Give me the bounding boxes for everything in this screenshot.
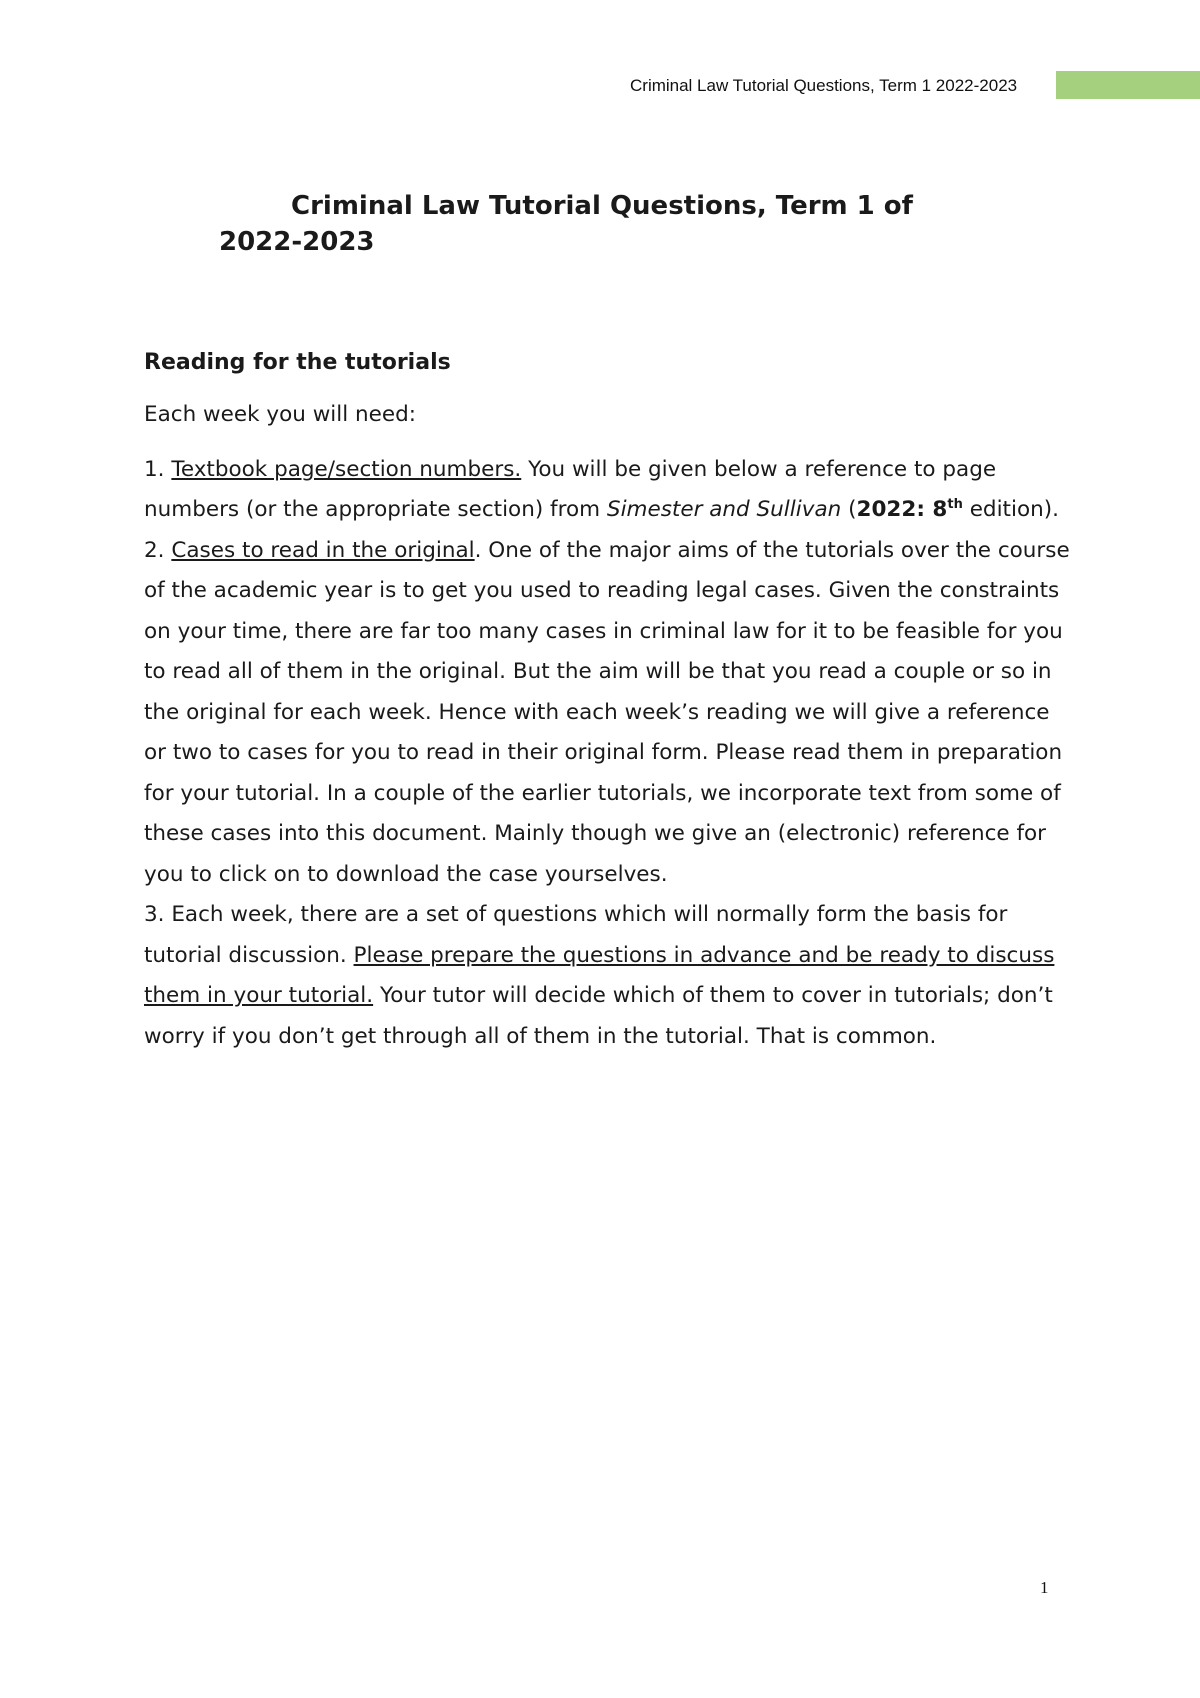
- item-text: You will be given below a reference to page numbers (or the appropriate section) from: [144, 456, 997, 522]
- body-content: [144, 345, 1074, 1057]
- book-title: Simester and Sullivan: [606, 497, 842, 522]
- document-title: [219, 188, 1019, 260]
- edition-year: 2022: 8: [856, 497, 948, 522]
- list-item-textbook: [144, 450, 1074, 531]
- section-heading: Reading for the tutorials: [144, 350, 451, 375]
- document-title-line-1: Criminal Law Tutorial Questions, Term 1 of: [291, 191, 913, 221]
- underlined-instruction: Please prepare the questions in advance and be ready to discuss them in your tutorial.: [144, 942, 1055, 1008]
- item-number: 2.: [144, 537, 172, 563]
- item-text: edition).: [962, 497, 1059, 522]
- item-label-textbook: Textbook page/section numbers.: [171, 456, 522, 482]
- item-text: (: [841, 497, 857, 522]
- list-item-cases: [144, 531, 1074, 896]
- running-header: Criminal Law Tutorial Questions, Term 1 2022-2023: [630, 76, 1018, 95]
- item-label-cases: Cases to read in the original: [171, 537, 475, 563]
- document-title-line-2: 2022-2023: [219, 227, 375, 257]
- item-number: 1.: [144, 456, 172, 482]
- list-item-questions: [144, 895, 1074, 1057]
- item-text: . One of the major aims of the tutorials over the course of the academic year is to get you used to reading legal cases. Given the constraints on your time, there are far too many cases in criminal law for it to be feasible for you to read all of them in the original. But the aim will be that you read a couple or so in the original for each week. Hence with each week’s reading we will give a reference or two to cases for you to read in their original form. Please read them in preparation for your tutorial. In a couple of the earlier tutorials, we incorporate text from some of these cases into this document. Mainly though we give an (electronic) reference for you to click on to download the case yourselves.: [144, 537, 1070, 887]
- item-text: Your tutor will decide which of them to cover in tutorials; don’t worry if you don’t get through all of them in the tutorial. That is common.: [144, 983, 1053, 1049]
- item-text: 3. Each week, there are a set of questions which will normally form the basis for tutorial discussion.: [144, 902, 1008, 968]
- edition-superscript: th: [947, 496, 963, 512]
- intro-paragraph: Each week you will need:: [144, 402, 417, 427]
- page-number: 1: [1040, 1578, 1049, 1597]
